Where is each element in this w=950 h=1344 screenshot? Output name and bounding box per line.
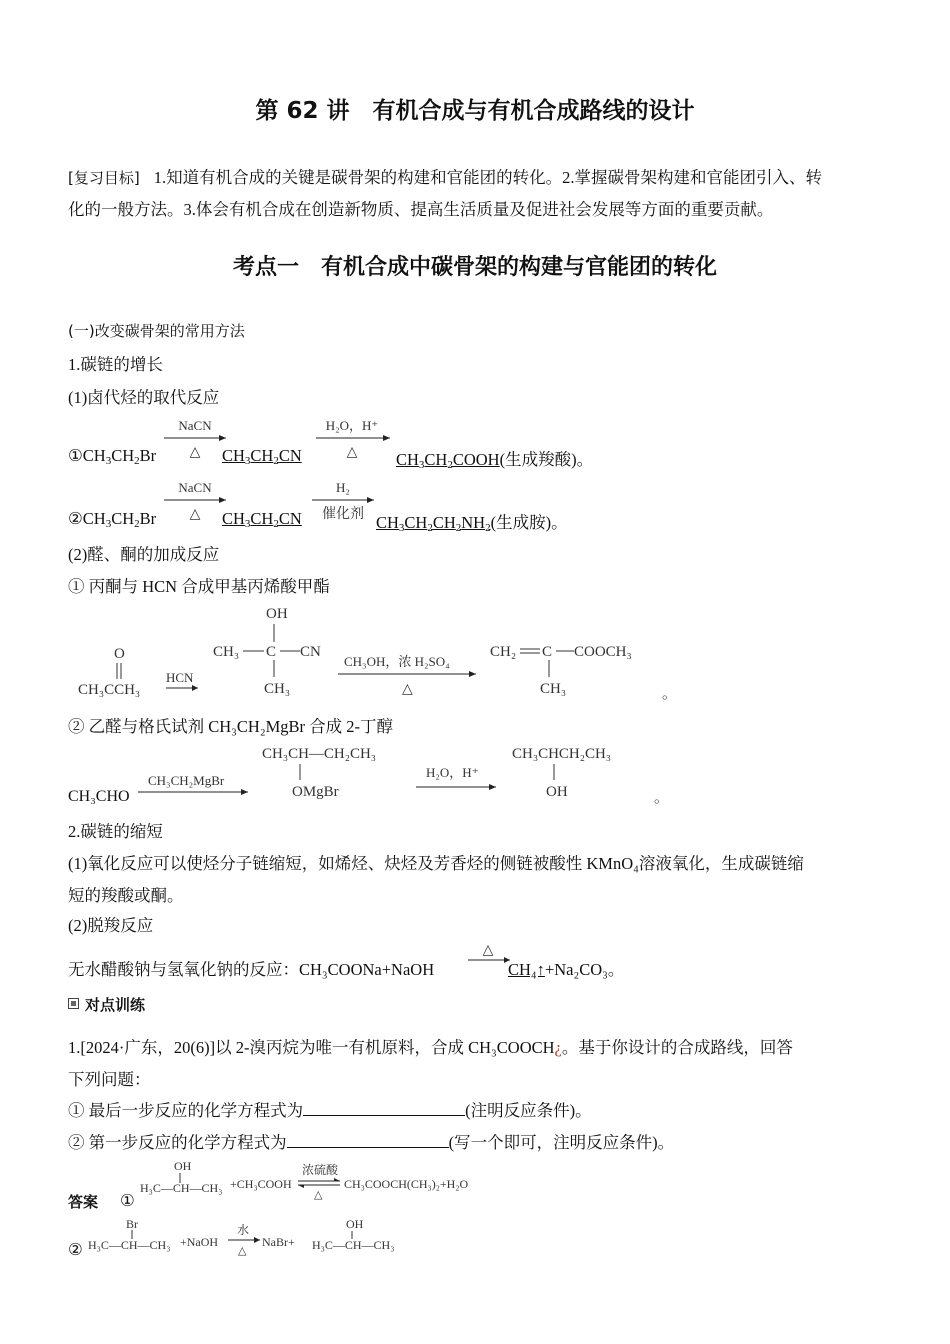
- arrow-1: [160, 414, 230, 464]
- ester-ch3: CH₃: [540, 681, 567, 697]
- answer-circle-1: ①: [120, 1191, 135, 1210]
- question-1-line2: 下列问题：: [68, 1070, 151, 1089]
- cond-grignard: CH₃CH₂MgBr: [148, 773, 225, 788]
- product-amine: $CH_3CH_2CH_2NH_2$(生成胺)。: [376, 513, 568, 534]
- period: 。: [654, 790, 670, 806]
- arrow-3: [160, 476, 230, 526]
- butanol-chain: CH₃CHCH₂CH₃: [512, 746, 612, 762]
- decarb-products: [508, 956, 624, 980]
- cond-esterify: CH₃OH，浓 H₂SO₄: [344, 654, 450, 669]
- decarb-arrow: [466, 938, 512, 968]
- a2-cond: 水: [237, 1223, 250, 1237]
- arrow-2: [312, 414, 394, 464]
- a2-br: Br: [126, 1217, 138, 1231]
- a1-product: CH₃COOCH(CH₃)₂+H₂O: [344, 1177, 469, 1191]
- q1-part2-text: ② 第一步反应的化学方程式为: [68, 1133, 287, 1152]
- product-propionitrile-2: $CH_3CH_2CN$: [222, 509, 302, 530]
- a2-heat: △: [238, 1245, 247, 1257]
- q1-glyph: ¿: [554, 1038, 562, 1057]
- cond-heat: △: [482, 943, 494, 958]
- item-chain-growth: 1.碳链的增长: [68, 355, 163, 374]
- page-title: 第 62 讲 有机合成与有机合成路线的设计: [255, 98, 695, 124]
- section-heading: 考点一 有机合成中碳骨架的构建与官能团的转化: [232, 255, 717, 280]
- butanol-oh: OH: [546, 784, 568, 800]
- q1-text-a: 1.[2024·广东，20(6)]以 2-溴丙烷为唯一有机原料，合成 CH₃COOCH: [68, 1038, 555, 1057]
- cyanohydrin-ch3-bottom: CH₃: [264, 681, 291, 697]
- arrow-4: [308, 476, 378, 526]
- question-1-part2: [68, 1129, 674, 1153]
- ester-cooch3: COOCH₃: [574, 644, 632, 660]
- a1-heat: △: [314, 1189, 323, 1201]
- answer-label: [68, 1191, 98, 1212]
- answer-2-equation: [84, 1214, 414, 1260]
- a1-oh: OH: [174, 1159, 192, 1173]
- note-acid: (生成羧酸)。: [499, 450, 594, 469]
- question-1-line1: [68, 1034, 793, 1058]
- product-propionitrile: $CH_3CH_2CN$: [222, 446, 302, 467]
- reaction-3-title: ① 丙酮与 HCN 合成甲基丙烯酸甲酯: [68, 577, 330, 596]
- reaction-2: $②CH_3CH_2Br$: [68, 509, 157, 530]
- cond-h2: H₂: [336, 480, 350, 495]
- cyanohydrin-cn: CN: [300, 644, 321, 660]
- cond-nacn: NaCN: [178, 480, 212, 495]
- subheading-1: (一)改变碳骨架的常用方法: [68, 322, 245, 340]
- a1-cond: 浓硫酸: [302, 1163, 339, 1177]
- period: 。: [662, 686, 678, 702]
- cyanohydrin-c: C: [266, 644, 277, 660]
- oxidation-line1: (1)氧化反应可以使烃分子链缩短，如烯烃、炔烃及芳香烃的侧链被酸性 KMnO₄溶液氧化，生成碳链缩: [68, 854, 804, 873]
- reaction-1: $①CH_3CH_2Br$: [68, 446, 157, 467]
- reaction-4-title: ② 乙醛与格氏试剂 CH₃CH₂MgBr 合成 2-丁醇: [68, 717, 394, 736]
- cond-heat: △: [346, 445, 358, 460]
- q1-part2-note: (写一个即可，注明反应条件)。: [448, 1133, 675, 1152]
- decarboxylation: (2)脱羧反应: [68, 916, 154, 935]
- cond-catalyst: 催化剂: [322, 507, 364, 522]
- cond-hcn: HCN: [166, 670, 194, 685]
- circle-1: ①: [68, 446, 83, 465]
- item-halide-sub: (1)卤代烃的取代反应: [68, 388, 220, 407]
- methane: CH₄↑: [508, 960, 545, 979]
- acetone-o: O: [114, 646, 125, 662]
- cyanohydrin-ch3-left: CH₃: [213, 644, 240, 660]
- q1-text-b: 。基于你设计的合成路线，回答: [561, 1038, 793, 1057]
- intermediate-omgbr: OMgBr: [292, 784, 339, 800]
- item-chain-shorten: 2.碳链的缩短: [68, 822, 163, 841]
- ester-ch2: CH₂: [490, 644, 517, 660]
- a2-chain: H₃C—CH—CH₃: [88, 1238, 171, 1252]
- item-addition: (2)醛、酮的加成反应: [68, 545, 220, 564]
- cond-hydrolysis: H₂O，H⁺: [426, 765, 479, 780]
- cond-heat: △: [189, 507, 201, 522]
- answer-circle-2: ②: [68, 1240, 83, 1259]
- q1-part1-note: (注明反应条件)。: [465, 1101, 592, 1120]
- reaction-3-scheme: [68, 600, 688, 705]
- a1-chain: H₃C—CH—CH₃: [140, 1181, 223, 1195]
- circle-2: ②: [68, 509, 83, 528]
- note-amine: (生成胺)。: [490, 513, 568, 532]
- review-line1: 1.知道有机合成的关键是碳骨架的构建和官能团的转化。2.掌握碳骨架构建和官能团引入、转: [153, 168, 822, 187]
- cond-heat: △: [189, 445, 201, 460]
- a2-oh: OH: [346, 1217, 364, 1231]
- oxidation-line2: 短的羧酸或酮。: [68, 886, 184, 905]
- a2-naoh: +NaOH: [180, 1235, 219, 1249]
- reaction-4-scheme: [68, 738, 688, 808]
- answer-blank-1[interactable]: [303, 1101, 465, 1116]
- practice-label: 对点训练: [85, 996, 146, 1014]
- answer-blank-2[interactable]: [287, 1133, 449, 1148]
- answer-1-equation: [136, 1156, 506, 1206]
- ester-c: C: [542, 644, 553, 660]
- practice-heading: [68, 994, 145, 1015]
- review-goals: [68, 164, 822, 188]
- answer-text: 答案: [68, 1193, 99, 1211]
- cond-heat: △: [402, 682, 413, 697]
- product-acid: $CH_3CH_2COOH$(生成羧酸)。: [396, 450, 594, 471]
- q1-part1-text: ① 最后一步反应的化学方程式为: [68, 1101, 304, 1120]
- question-1-part1: [68, 1097, 592, 1121]
- sodium-carbonate: +Na₂CO₃。: [544, 960, 625, 979]
- cond-h2o: H₂O，H⁺: [325, 418, 379, 433]
- decarb-reactants: 无水醋酸钠与氢氧化钠的反应：CH₃COONa+NaOH: [68, 960, 435, 979]
- square-icon: [68, 998, 79, 1009]
- decarb-equation: [68, 956, 434, 980]
- cyanohydrin-oh: OH: [266, 606, 288, 622]
- a2-nabr: NaBr+: [262, 1235, 295, 1249]
- a1-acid: +CH₃COOH: [230, 1177, 292, 1191]
- review-line2: 化的一般方法。3.体会有机合成在创造新物质、提高生活质量及促进社会发展等方面的重要贡献。: [68, 200, 774, 219]
- acetone: CH₃CCH₃: [78, 682, 141, 698]
- acetaldehyde: CH₃CHO: [68, 788, 130, 805]
- a2-chain2: H₃C—CH—CH₃: [312, 1238, 395, 1252]
- cond-nacn: NaCN: [178, 418, 212, 433]
- intermediate-chain: CH₃CH—CH₂CH₃: [262, 746, 377, 762]
- review-label: [复习目标]: [68, 169, 140, 187]
